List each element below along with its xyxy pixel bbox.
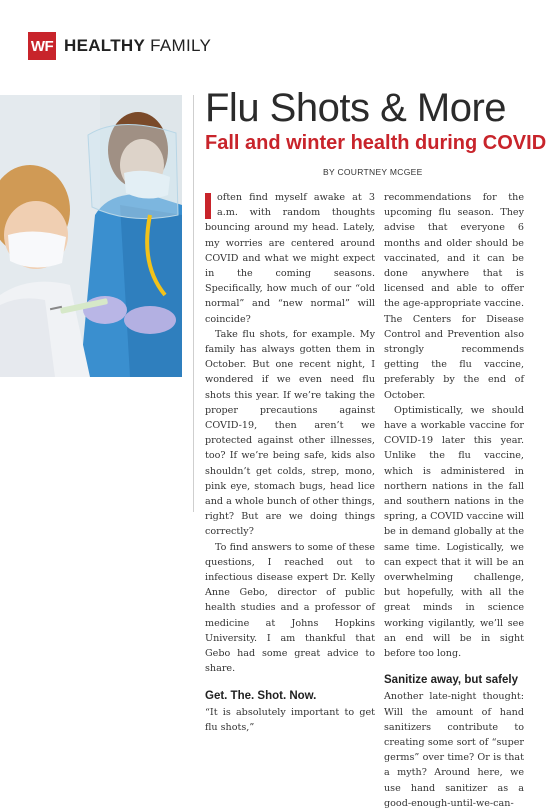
paragraph: “It is absolutely important to get flu shots,” — [205, 706, 375, 733]
text-column-2 — [384, 190, 524, 811]
drop-cap — [205, 193, 211, 219]
section-header — [28, 26, 211, 66]
subheading: Sanitize away, but safely — [384, 674, 519, 687]
paragraph: Optimistically, we should have a workable vaccine for COVID-19 later this year. Unlike the flu vaccine, which is administered in northern nations in the fall and southern nations in the spring, a COVID vaccine will be in demand globally at the same time. Logistically, we can expect that it will be an overwhelming challenge, but hopefully, with all the great minds in science working vigilantly, we’ll see an end will be in sight before too long. — [384, 404, 524, 660]
section-label-rest: FAMILY — [145, 36, 212, 55]
paragraph: To find answers to some of these questions, I reached out to infectious disease expert Dr. Kelly Anne Gebo, director of public health studies and a professor of medicine at Johns Hopkins University. I am thankful that Gebo had some great advice to share. — [205, 541, 375, 675]
subheading: Get. The. Shot. Now. — [205, 689, 317, 702]
wf-logo: WF — [28, 32, 56, 60]
paragraph-text: often find myself awake at 3 a.m. with random thoughts bouncing around my head. Lately, my worries are centered around COVID and what we might expect in the coming seasons. Specifically, how much of our “old normal” and “new normal” will coincide? — [205, 192, 375, 325]
column-rule — [193, 95, 194, 512]
paragraph: Take flu shots, for example. My family has always gotten them in October. But one recent night, I wondered if we even need flu shots this year. If we’re taking the proper precautions against COVID-19, then aren’t we protected against other illnesses, too? If we’re being safe, kids also shouldn’t get colds, strep, mono, pink eye, stomach bugs, head lice and a whole bunch of other things, right? But are we doing things correctly? — [205, 328, 375, 538]
paragraph: recommendations for the upcoming flu season. They advise that everyone 6 months and older should be vaccinated, and it can be done anywhere that is licensed and able to offer the age-appropriate vaccine. The Centers for Disease Control and Prevention also strongly recommends getting the flu vaccine, preferably by the end of October. — [384, 192, 524, 401]
paragraph: Another late-night thought: Will the amount of hand sanitizers contribute to creating some sort of “super germs” over time? Or is that a myth? Around here, we use hand sanitizer as a good-enough-until-we-can- — [384, 691, 524, 809]
section-label — [64, 36, 211, 56]
photo-illustration — [0, 95, 182, 377]
text-column-1 — [205, 190, 375, 735]
byline: BY COURTNEY MCGEE — [323, 167, 423, 177]
section-label-bold: HEALTHY — [64, 36, 146, 55]
article-title: Flu Shots & More — [205, 86, 507, 130]
article-photo — [0, 95, 182, 377]
article-subtitle: Fall and winter health during COVID — [205, 132, 546, 154]
paragraph — [205, 190, 375, 327]
